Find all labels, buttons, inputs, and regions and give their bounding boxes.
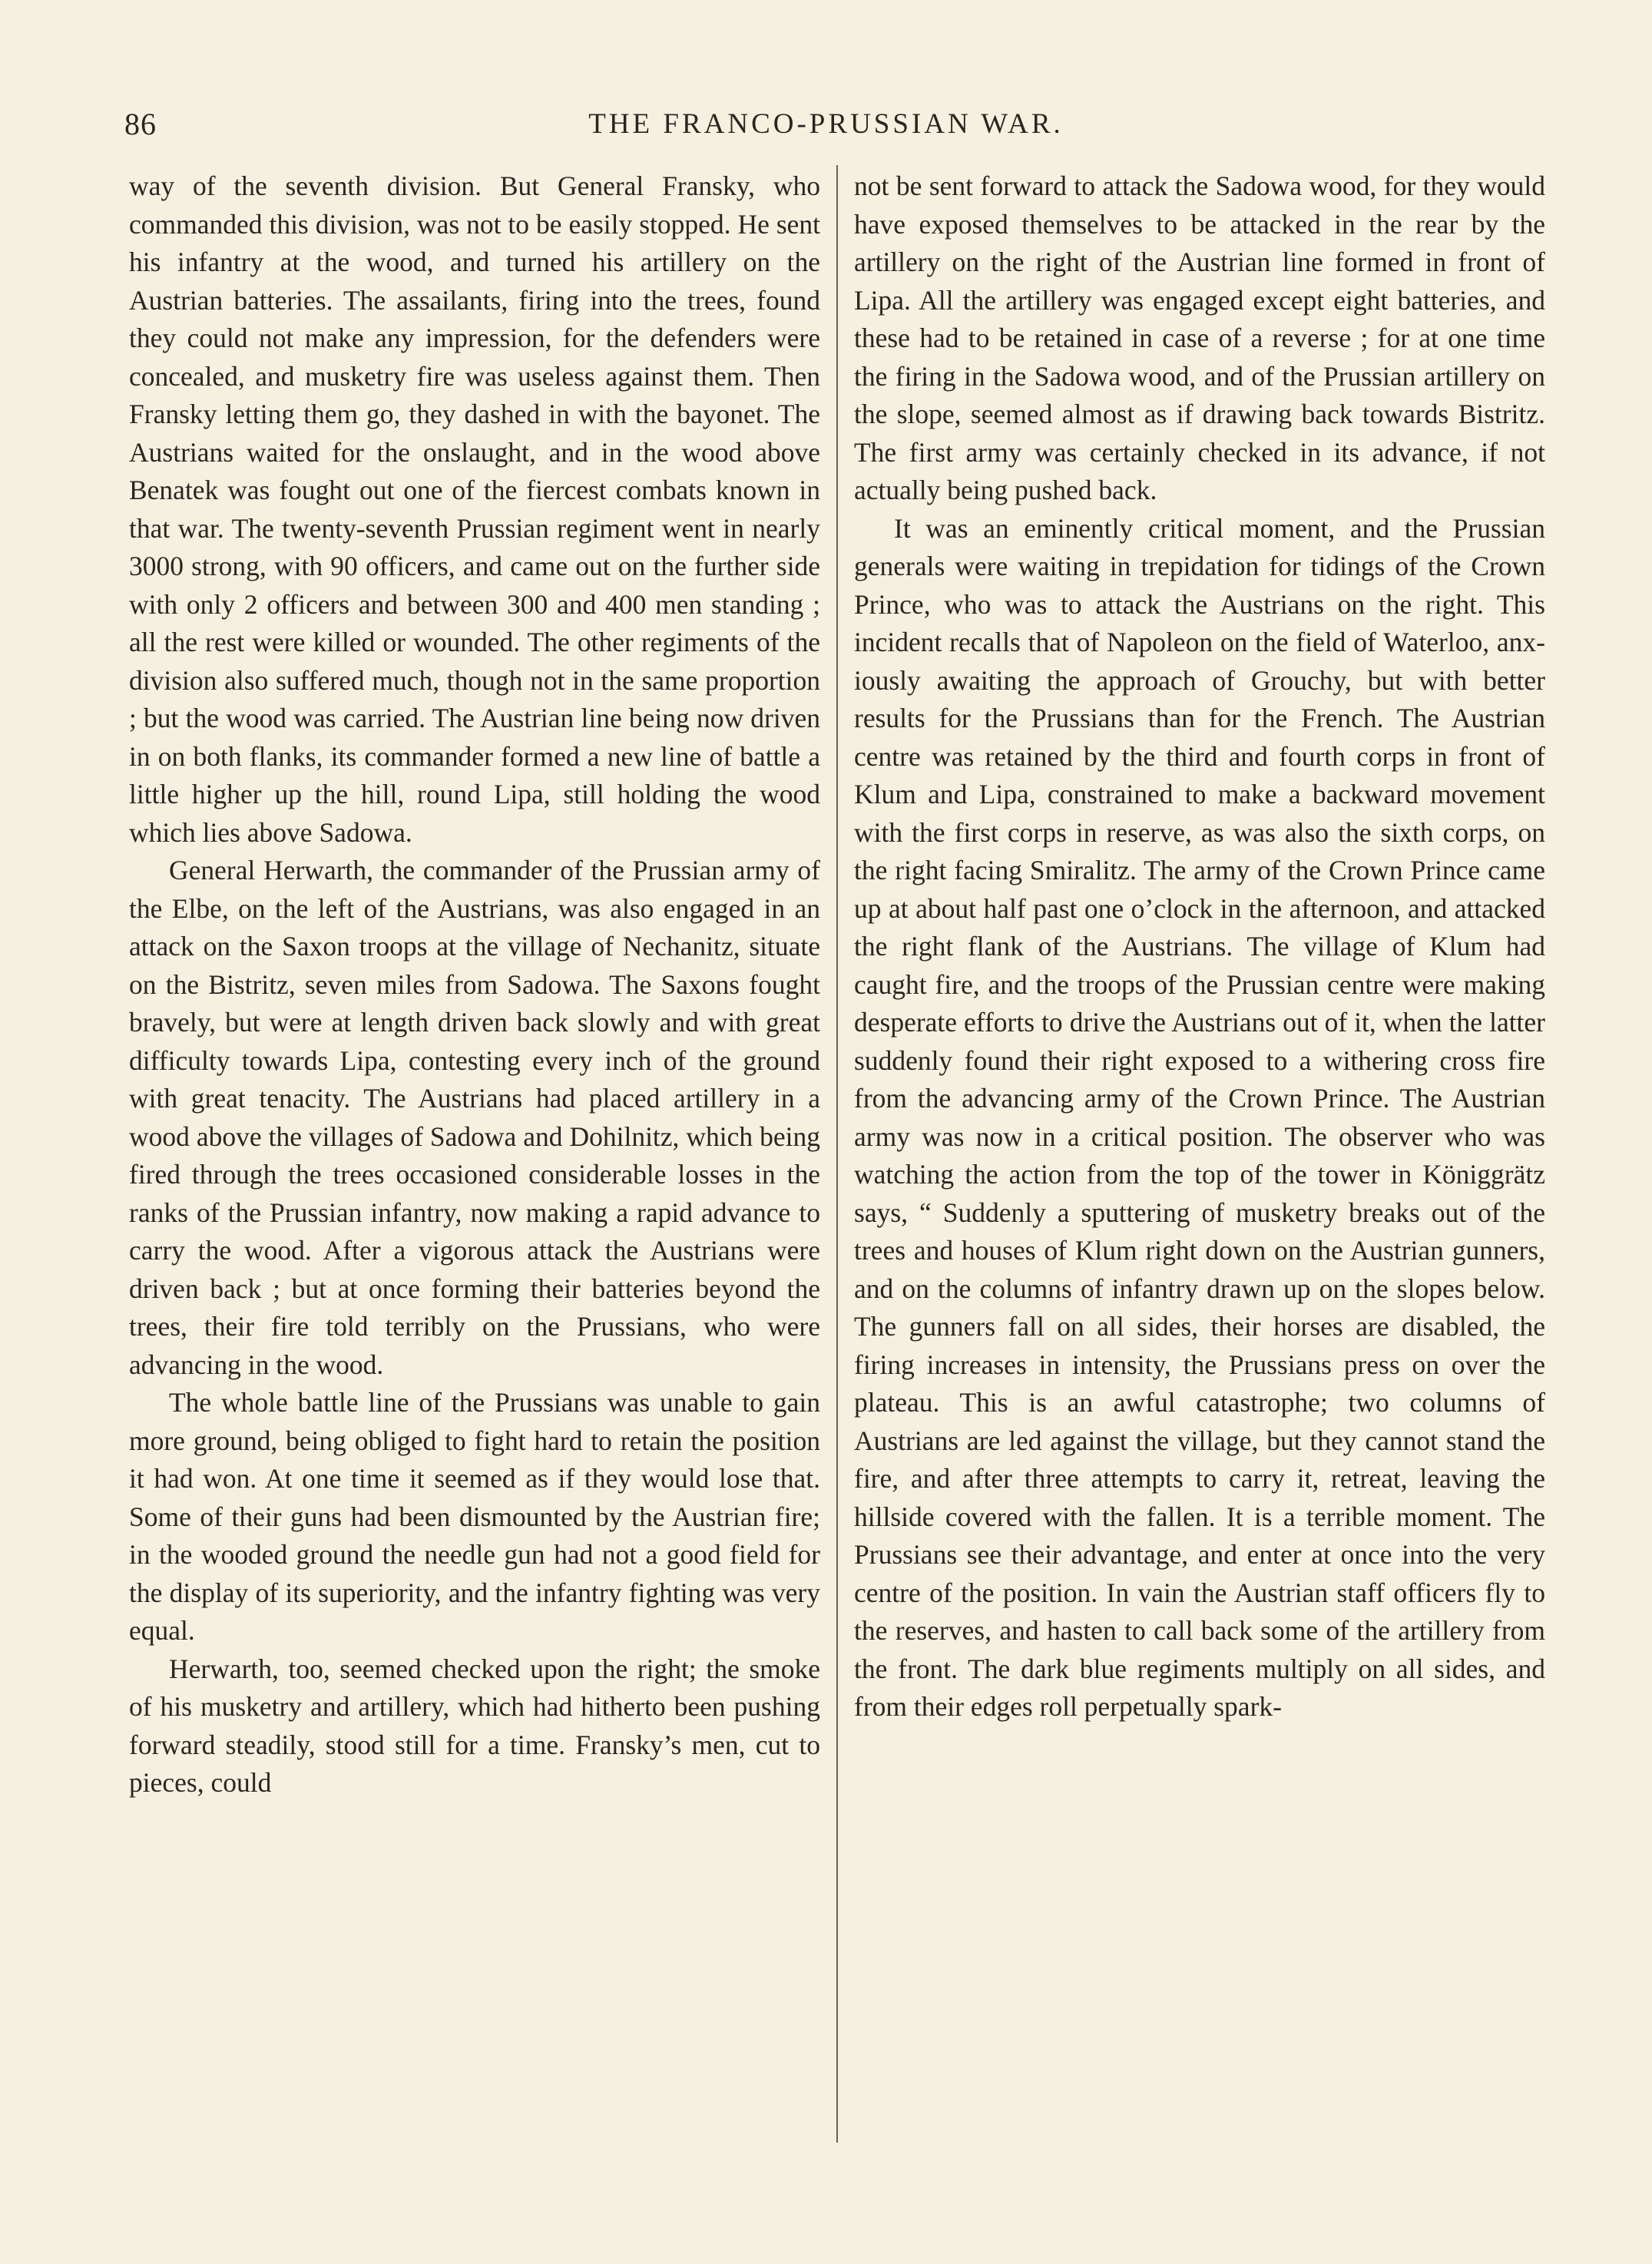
paragraph: not be sent forward to attack the Sadowa wood, for they would have exposed themselves to be attacked in the rear by the artillery on the right of the Austrian line formed in front of Lipa. All the artillery was engaged except eight batteries, and these had to be retained in case of a reverse ; for at one time the firing in the Sadowa wood, and of the Prussian artillery on the slope, seemed almost as if drawing back towards Bistritz. The first army was certainly checked in its advance, if not actually being pushed back. <box>854 170 1545 505</box>
paragraph: It was an eminently critical moment, and the Prussian generals were waiting in trepidation for tidings of the Crown Prince, who was to attack the Austrians on the right. This incident recalls that of Napoleon on the field of Waterloo, anxiously awaiting the approach of Grouchy, but with better results for the Prussians than for the French. The Austrian centre was retained by the third and fourth corps in front of Klum and Lipa, constrained to make a backward movement with the first corps in reserve, as was also the sixth corps, on the right facing Smiralitz. The army of the Crown Prince came up at about half past one o’clock in the afternoon, and attacked the right flank of the Austrians. The village of Klum had caught fire, and the troops of the Prussian centre were making desperate efforts to drive the Austrians out of it, when the latter suddenly found their right exposed to a withering cross fire from the advancing army of the Crown Prince. The Austrian army was now in a critical position. The observer who was watching the action from the top of the tower in Königgrätz says, “ Suddenly a sputtering of musketry breaks out of the trees and houses of Klum right down on the Austrian gunners, and on the columns of infantry drawn up on the slopes below. The gunners fall on all sides, their horses are disabled, the firing increases in intensity, the Prussians press on over the plateau. This is an awful catastrophe; two columns of Austrians are led against the village, but they cannot stand the fire, and after three attempts to carry it, retreat, leaving the hillside covered with the fallen. It is a terrible moment. The Prussians see their advantage, and enter at once into the very centre of the position. In vain the Austrian staff officers fly to the reserves, and hasten to call back some of the artillery from the front. The dark blue regiments multiply on all sides, and from their edges roll perpetually spark- <box>854 512 1545 1722</box>
column-divider <box>836 165 838 2143</box>
paragraph: General Herwarth, the commander of the Prussian army of the Elbe, on the left of the Austrians, was also engaged in an attack on the Saxon troops at the village of Nechanitz, situate on the Bistritz, seven miles from Sadowa. The Saxons fought bravely, but were at length driven back slowly and with great difficulty towards Lipa, contesting every inch of the ground with great tenacity. The Austrians had placed artillery in a wood above the villages of Sadowa and Dohilnitz, which being fired through the trees occasioned considerable losses in the ranks of the Prussian infantry, now making a rapid advance to carry the wood. After a vigorous attack the Austrians were driven back ; but at once forming their batteries beyond the trees, their fire told terribly on the Prussians, who were advancing in the wood. <box>129 855 820 1380</box>
paragraph: way of the seventh division. But General Fransky, who commanded this division, was not to be easily stopped. He sent his infantry at the wood, and turned his artillery on the Austrian batteries. The assailants, firing into the trees, found they could not make any impression, for the defenders were concealed, and musketry fire was useless against them. Then Fransky letting them go, they dashed in with the bayonet. The Austrians waited for the onslaught, and in the wood above Benatek was fought out one of the fiercest combats known in that war. The twenty-seventh Prussian regiment went in nearly 3000 strong, with 90 officers, and came out on the further side with only 2 officers and between 300 and 400 men standing ; all the rest were killed or wounded. The other regiments of the division also suffered much, though not in the same proportion ; but the wood was carried. The Austrian line being now driven in on both flanks, its commander formed a new line of battle a little higher up the hill, round Lipa, still holding the wood which lies above Sadowa. <box>129 170 820 848</box>
paragraph: Herwarth, too, seemed checked upon the right; the smoke of his musketry and artillery, which had hitherto been pushing forward steadily, stood still for a time. Fransky’s men, cut to pieces, could <box>129 1653 820 1798</box>
running-title: THE FRANCO-PRUSSIAN WAR. <box>588 108 1064 140</box>
right-column <box>854 167 1545 1726</box>
paragraph: The whole battle line of the Prussians was unable to gain more ground, being obliged to fight hard to retain the position it had won. At one time it seemed as if they would lose that. Some of their guns had been dismounted by the Austrian fire; in the wooded ground the needle gun had not a good field for the display of its superiority, and the infantry fighting was very equal. <box>129 1387 820 1646</box>
left-column <box>129 167 820 1802</box>
page-number: 86 <box>124 107 157 141</box>
